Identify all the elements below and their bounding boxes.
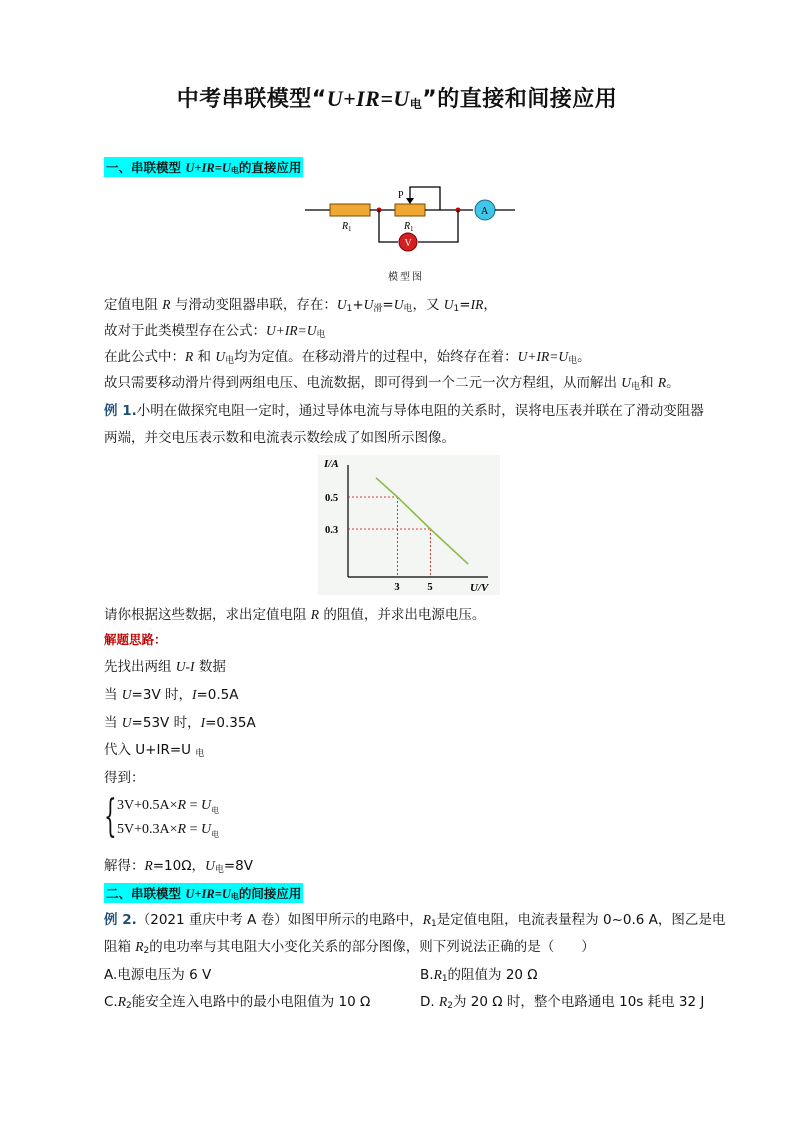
para-line-4: 故只需要移动滑片得到两组电压、电流数据，即可得到一个二元一次方程组，从而解出 $U_电$和 R。 <box>104 375 680 392</box>
para-line-3: 在此公式中：R 和 $U_电$均为定值。在移动滑片的过程中，始终存在着：$U+IR=U_电$。 <box>104 349 591 366</box>
x-tick-label: 5 <box>427 582 433 593</box>
solution-answer: 解得：R=10Ω，$U_电=8V$ <box>104 858 253 875</box>
chart-background <box>318 455 500 595</box>
option-b: $B.R_1$的阻值为 20 Ω <box>420 967 538 984</box>
circuit-diagram <box>300 184 520 262</box>
slider-label: P <box>398 190 404 201</box>
slider-arrow <box>406 198 414 204</box>
page-title: 中考串联模型“$U+IR=U_电$”的直接和间接应用 <box>176 86 618 112</box>
solution-line-2: 当 U=3V 时，I=0.5A <box>104 687 239 703</box>
para-line-1: 定值电阻 R 与滑动变阻器串联，存在：$U_1+U_滑=U_电$，又 $U_1=IR$， <box>104 297 497 314</box>
iu-chart <box>318 455 500 595</box>
voltmeter-label: V <box>404 238 412 249</box>
rheostat <box>395 204 425 216</box>
option-c: $C.R_2$能安全连入电路中的最小电阻值为 10 Ω <box>104 994 371 1011</box>
equation-1: $3V+0.5A\times R = U_电$ <box>117 798 220 815</box>
r1-sub: 1 <box>348 225 352 233</box>
r1-label: R <box>342 221 349 232</box>
y-tick-label: 0.5 <box>325 493 339 504</box>
section-heading-1: 一、串联模型 $U+IR=U_电$的直接应用 <box>104 157 303 177</box>
solution-heading: 解题思路： <box>104 632 167 647</box>
brace: { <box>104 791 117 842</box>
diagram-caption: 模型图 <box>388 272 424 283</box>
resistor-r1 <box>330 204 370 216</box>
y-tick-label: 0.3 <box>325 525 339 536</box>
rheostat-sub: 1 <box>410 225 414 233</box>
example2-line-2: 阻箱 $R_2$的电功率与其电阻大小变化关系的部分图像，则下列说法正确的是（ ） <box>104 939 595 956</box>
rheostat-label: R <box>404 221 411 232</box>
section-heading-2: 二、串联模型 $U+IR=U_电$的间接应用 <box>104 883 303 903</box>
option-a: A.电源电压为 6 V <box>104 967 212 983</box>
ammeter-label: A <box>481 206 489 217</box>
question: 请你根据这些数据，求出定值电阻 R 的阻值，并求出电源电压。 <box>104 607 486 623</box>
x-tick-label: 3 <box>394 582 400 593</box>
example1-line-2: 两端，并交电压表示数和电流表示数绘成了如图所示图像。 <box>104 430 455 446</box>
x-axis-label: U/V <box>470 582 489 594</box>
solution-line-1: 先找出两组 U-I 数据 <box>104 659 226 675</box>
example2-line-1: 例 2.（2021 重庆中考 A 卷）如图甲所示的电路中，$R_1$是定值电阻，电流表量程为 0~0.6 A，图乙是电 <box>104 912 726 929</box>
para-line-2: 故对于此类模型存在公式：$U+IR=U_电$ <box>104 323 326 340</box>
equation-2: $5V+0.3A\times R = U_电$ <box>117 822 220 839</box>
solution-line-3: 当 U=53V 时，I=0.35A <box>104 715 256 731</box>
solution-line-5: 得到： <box>104 770 145 786</box>
option-d: D. $R_2$为 20 Ω 时，整个电路通电 10s 耗电 32 J <box>420 994 705 1011</box>
example1-line-1: 例 1.小明在做探究电阻一定时，通过导体电流与导体电阻的关系时，误将电压表并联在了滑动变阻器 <box>104 403 704 419</box>
solution-line-4: 代入 U+IR=U $_电$ <box>104 742 205 759</box>
y-axis-label: I/A <box>324 458 339 470</box>
